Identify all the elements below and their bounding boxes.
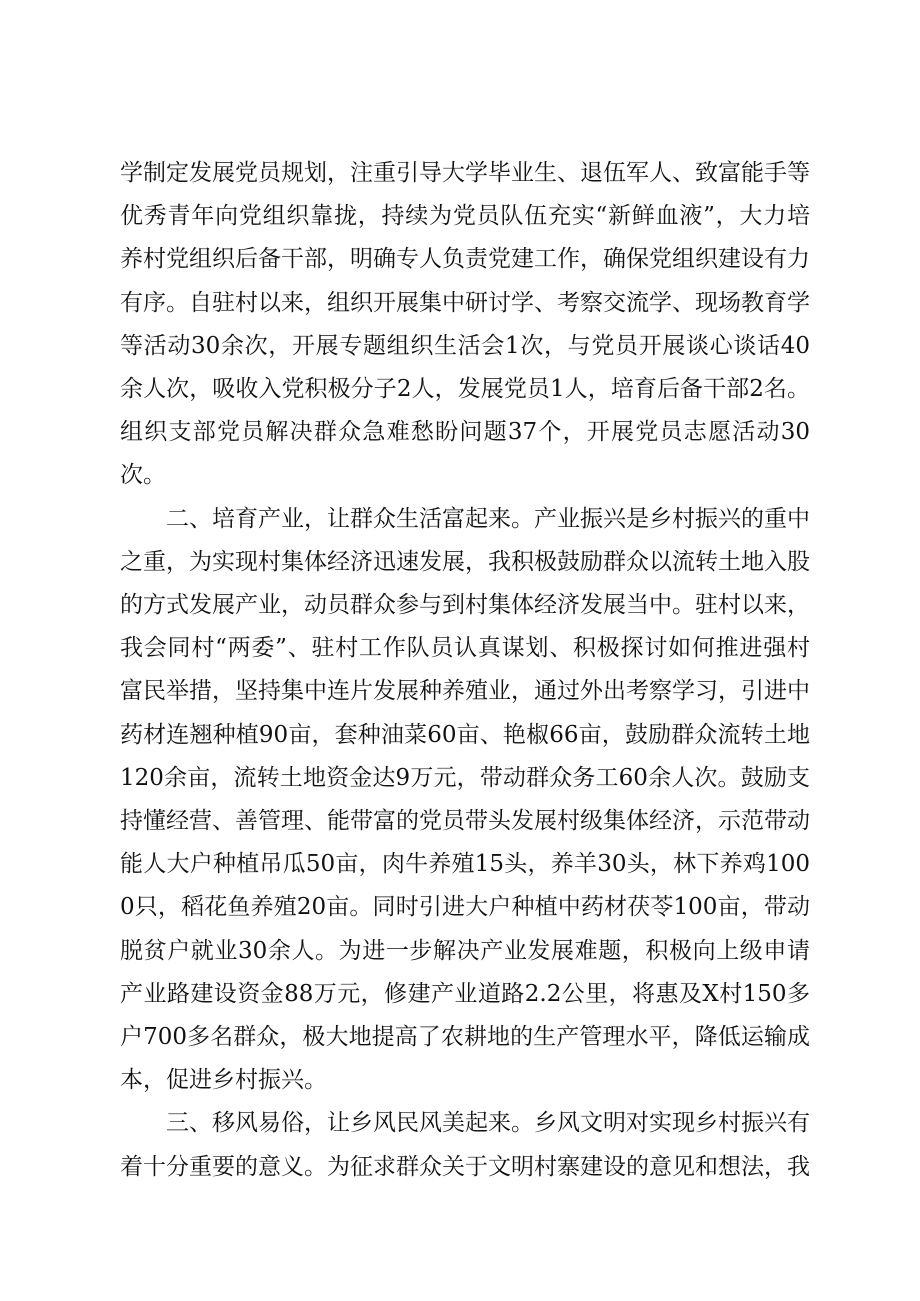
document-page xyxy=(120,152,810,1189)
paragraph-customs: 三、移风易俗，让乡风民风美起来。乡风文明对实现乡村振兴有着十分重要的意义。为征求群众关于文明村寨建设的意见和想法，我 xyxy=(120,1110,810,1180)
paragraph-party-building: 学制定发展党员规划，注重引导大学毕业生、退伍军人、致富能手等优秀青年向党组织靠拢，持续为党员队伍充实“新鲜血液”，大力培养村党组织后备干部，明确专人负责党建工作，确保党组织建设有力有序。自驻村以来，组织开展集中研讨学、考察交流学、现场教育学等活动30余次，开展专题组织生活会1次，与党员开展谈心谈话40余人次，吸收入党积极分子2人，发展党员1人，培育后备干部2名。组织支部党员解决群众急难愁盼问题37个，开展党员志愿活动30次。 xyxy=(120,160,810,489)
paragraph-industry: 二、培育产业，让群众生活富起来。产业振兴是乡村振兴的重中之重，为实现村集体经济迅速发展，我积极鼓励群众以流转土地入股的方式发展产业，动员群众参与到村集体经济发展当中。驻村以来，我会同村“两委”、驻村工作队员认真谋划、积极探讨如何推进强村富民举措，坚持集中连片发展种养殖业，通过外出考察学习，引进中药材连翘种植90亩，套种油菜60亩、艳椒66亩，鼓励群众流转土地120余亩，流转土地资金达9万元，带动群众务工60余人次。鼓励支持懂经营、善管理、能带富的党员带头发展村级集体经济，示范带动能人大户种植吊瓜50亩，肉牛养殖15头，养羊30头，林下养鸡1000只，稻花鱼养殖20亩。同时引进大户种植中药材茯苓100亩，带动脱贫户就业30余人。为进一步解决产业发展难题，积极向上级申请产业路建设资金88万元，修建产业道路2.2公里，将惠及X村150多户700多名群众，极大地提高了农耕地的生产管理水平，降低运输成本，促进乡村振兴。 xyxy=(120,505,810,1094)
